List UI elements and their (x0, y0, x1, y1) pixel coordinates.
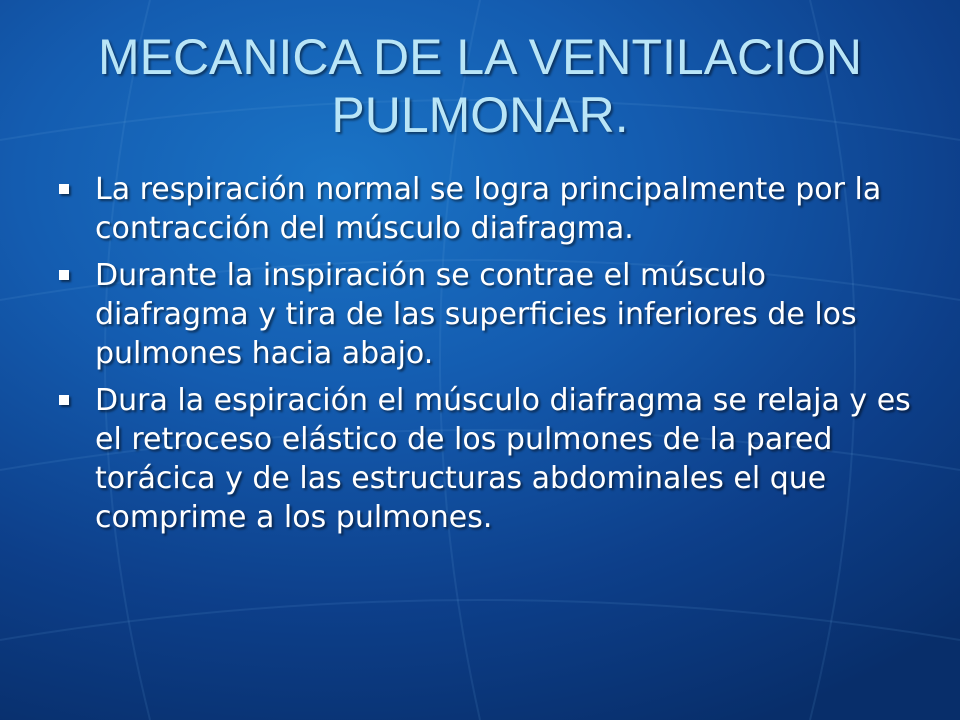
bullet-item (55, 381, 915, 537)
square-bullet-icon (59, 395, 69, 405)
bullet-item (55, 170, 915, 248)
bullet-list (55, 170, 915, 545)
bullet-text: Durante la inspiración se contrae el músculo diafragma y tira de las superficies inferiores de los pulmones hacia abajo. (95, 258, 857, 371)
slide-title-line1: MECANICA DE LA VENTILACION (97, 29, 863, 85)
square-bullet-icon (59, 184, 69, 194)
bullet-item (55, 256, 915, 373)
square-bullet-icon (59, 270, 69, 280)
bullet-text: Dura la espiración el músculo diafragma se relaja y es el retroceso elástico de los pulmones de la pared torácica y de las estructuras abdominales el que comprime a los pulmones. (95, 383, 911, 535)
bullet-text: La respiración normal se logra principalmente por la contracción del músculo diafragma. (95, 172, 882, 246)
slide-title (40, 28, 920, 144)
slide-title-line2: PULMONAR. (331, 87, 629, 143)
